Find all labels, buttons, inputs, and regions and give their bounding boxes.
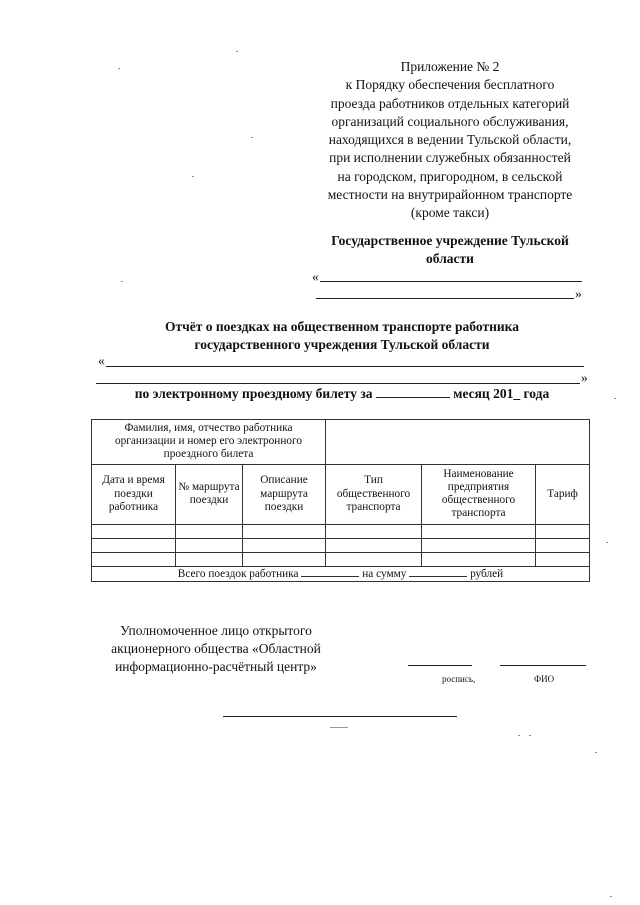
table-cell — [326, 552, 422, 566]
table-cell — [92, 524, 176, 538]
report-title-line-1: Отчёт о поездках на общественном транспорте работника — [165, 319, 519, 334]
signature-block — [408, 665, 588, 687]
org-name-line-2 — [316, 298, 574, 299]
scan-speck — [529, 735, 531, 736]
signature-line — [408, 665, 472, 666]
report-name-line-2 — [96, 383, 580, 384]
scan-speck — [610, 896, 612, 897]
table-cell — [422, 552, 536, 566]
organization-line-2: области — [426, 251, 474, 266]
column-header: № маршрута поездки — [176, 464, 243, 524]
appendix-line: к Порядку обеспечения бесплатного — [345, 77, 555, 93]
report-title — [100, 318, 584, 354]
table-row — [92, 538, 590, 552]
table-cell — [326, 524, 422, 538]
table-cell — [536, 538, 590, 552]
table-columns-row — [92, 464, 590, 524]
total-cell — [92, 566, 590, 581]
name-label: ФИО — [534, 674, 555, 684]
organization-title — [300, 232, 600, 268]
ticket-prefix: по электронному проездному билету за — [134, 386, 373, 401]
report-close-quote: » — [581, 370, 588, 385]
ticket-month: месяц 201_ года — [453, 386, 550, 401]
table-cell — [176, 524, 243, 538]
table-cell — [422, 538, 536, 552]
scan-speck — [118, 68, 120, 69]
table-row — [92, 552, 590, 566]
scan-speck — [595, 752, 597, 753]
trips-table — [91, 419, 590, 582]
appendix-header — [300, 58, 600, 223]
organization-line-1: Государственное учреждение Тульской — [331, 233, 569, 248]
report-open-quote: « — [98, 353, 105, 368]
table-cell — [243, 538, 326, 552]
table-cell — [176, 552, 243, 566]
table-row — [92, 524, 590, 538]
column-header: Тип общественного транспорта — [326, 464, 422, 524]
table-cell — [326, 538, 422, 552]
report-title-line-2: государственного учреждения Тульской области — [194, 337, 490, 352]
total-sum-blank — [409, 567, 467, 577]
table-cell — [536, 524, 590, 538]
closing-mark — [330, 727, 348, 728]
table-cell — [92, 552, 176, 566]
org-close-quote: » — [575, 286, 582, 301]
table-header-row — [92, 420, 590, 465]
signature-label: роспись, — [442, 674, 476, 684]
table-total-row — [92, 566, 590, 581]
total-prefix: Всего поездок работника — [177, 567, 299, 580]
table-cell — [243, 552, 326, 566]
scan-speck — [251, 137, 253, 138]
table-cell — [176, 538, 243, 552]
scan-speck — [236, 51, 238, 52]
month-blank-line — [376, 387, 450, 398]
scan-speck — [121, 281, 123, 282]
scan-speck — [518, 735, 520, 736]
table-cell — [92, 538, 176, 552]
appendix-line: местности на внутрирайонном транспорте — [327, 187, 573, 203]
column-header: Тариф — [536, 464, 590, 524]
total-currency: рублей — [470, 567, 504, 580]
table-cell — [243, 524, 326, 538]
scan-speck — [192, 176, 194, 177]
table-cell — [422, 524, 536, 538]
appendix-line: Приложение № 2 — [400, 59, 500, 74]
scan-speck — [606, 542, 608, 543]
table-cell — [536, 552, 590, 566]
scan-speck — [614, 398, 616, 399]
closing-rule — [223, 716, 457, 717]
org-name-line-1 — [320, 281, 582, 282]
report-name-line-1 — [106, 366, 584, 367]
appendix-line: на городском, пригородном, в сельской — [337, 168, 563, 184]
column-header: Наименование предприятия общественного транспорта — [422, 464, 536, 524]
total-count-blank — [301, 567, 359, 577]
appendix-line: организаций социального обслуживания, — [331, 113, 569, 129]
ticket-line — [100, 386, 584, 402]
appendix-line: проезда работников отдельных категорий — [330, 95, 570, 111]
employee-value-cell — [326, 420, 590, 465]
appendix-line: (кроме такси) — [410, 205, 490, 221]
org-open-quote: « — [312, 269, 319, 284]
appendix-line: при исполнении служебных обязанностей — [329, 150, 571, 166]
name-line — [500, 665, 586, 666]
authorized-person: Уполномоченное лицо открытого акционерного общества «Областной информационно-расчётный центр» — [111, 623, 321, 674]
column-header: Описание маршрута поездки — [243, 464, 326, 524]
column-header: Дата и время поездки работника — [92, 464, 176, 524]
appendix-line: находящихся в ведении Тульской области, — [328, 132, 572, 148]
total-sum-label: на сумму — [362, 567, 407, 580]
employee-header-cell: Фамилия, имя, отчество работника организации и номер его электронного проездного билета — [92, 420, 326, 465]
